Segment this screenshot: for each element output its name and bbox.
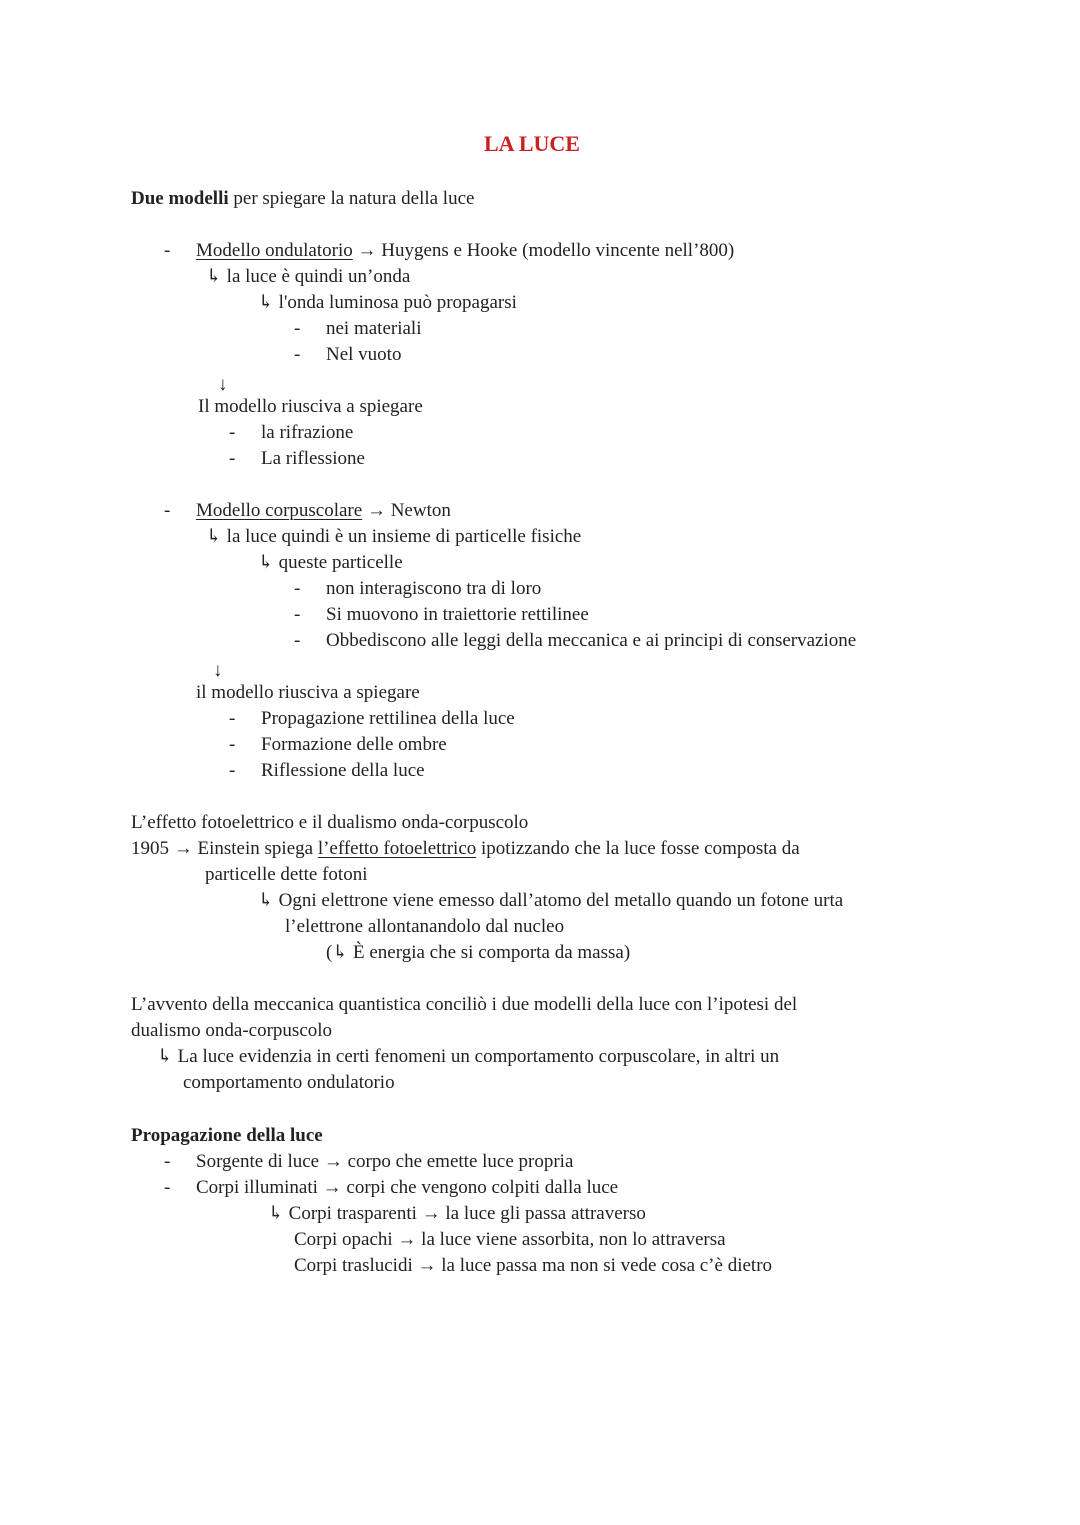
ondulatorio-line-1: ↳ la luce è quindi un’onda [206, 266, 411, 287]
corpuscolare-explains-1: Propagazione rettilinea della luce [261, 708, 515, 729]
intro-bold: Due modelli [131, 188, 229, 209]
ondulatorio-title: Modello ondulatorio [196, 240, 353, 261]
fotoelettrico-line-5: (↳ È energia che si comporta da massa) [326, 942, 631, 963]
ondulatorio-explains-head: Il modello riusciva a spiegare [198, 396, 423, 417]
fotoelettrico-heading: L’effetto fotoelettrico e il dualismo onda-corpuscolo [131, 812, 529, 833]
corpuscolare-sub-2: Si muovono in traiettorie rettilinee [326, 604, 589, 625]
corpuscolare-explains-3: Riflessione della luce [261, 760, 425, 781]
bullet-dash: - [229, 708, 236, 729]
quantistica-line-3: ↳ La luce evidenzia in certi fenomeni un comportamento corpuscolare, in altri un [157, 1046, 780, 1067]
intro-rest: per spiegare la natura della luce [228, 188, 475, 209]
corpuscolare-line-2: ↳ queste particelle [258, 552, 403, 573]
ondulatorio-authors: → Huygens e Hooke (modello vincente nell’800) [352, 240, 735, 261]
bullet-dash: - [229, 422, 236, 443]
corpuscolare-heading [196, 498, 451, 524]
ondulatorio-explains-1: la rifrazione [261, 422, 354, 443]
intro-line [131, 186, 474, 212]
ondulatorio-heading [196, 238, 734, 264]
propagazione-heading: Propagazione della luce [131, 1125, 323, 1146]
page-title: LA LUCE [484, 131, 580, 156]
fotoelettrico-year: 1905 → Einstein spiega [131, 838, 318, 859]
bullet-dash: - [294, 604, 301, 625]
corpuscolare-sub-1: non interagiscono tra di loro [326, 578, 542, 599]
propagazione-type-1: ↳ Corpi trasparenti → la luce gli passa attraverso [268, 1203, 646, 1224]
ondulatorio-line-2: ↳ l'onda luminosa può propagarsi [258, 292, 517, 313]
fotoelettrico-line-3: ↳ Ogni elettrone viene emesso dall’atomo del metallo quando un fotone urta [258, 890, 844, 911]
ondulatorio-sub-1: nei materiali [326, 318, 422, 339]
bullet-dash: - [229, 448, 236, 469]
fotoelettrico-line-4: l’elettrone allontanandolo dal nucleo [285, 916, 565, 937]
fotoelettrico-line-1 [131, 836, 800, 862]
bullet-dash: - [164, 1151, 171, 1172]
bullet-dash: - [294, 318, 301, 339]
propagazione-type-2: Corpi opachi → la luce viene assorbita, non lo attraversa [294, 1229, 726, 1250]
bullet-dash: - [229, 760, 236, 781]
corpuscolare-explains-head: il modello riusciva a spiegare [196, 682, 420, 703]
propagazione-item-1: Sorgente di luce → corpo che emette luce propria [196, 1151, 574, 1172]
bullet-dash: - [164, 1177, 171, 1198]
fotoelettrico-term: l’effetto fotoelettrico [317, 838, 477, 859]
ondulatorio-explains-2: La riflessione [261, 448, 365, 469]
quantistica-line-1: L’avvento della meccanica quantistica conciliò i due modelli della luce con l’ipotesi del [131, 994, 798, 1015]
corpuscolare-explains-2: Formazione delle ombre [261, 734, 447, 755]
corpuscolare-line-1: ↳ la luce quindi è un insieme di particelle fisiche [206, 526, 582, 547]
bullet-dash: - [294, 578, 301, 599]
bullet-dash: - [164, 240, 171, 261]
corpuscolare-authors: → Newton [362, 500, 451, 521]
arrow-down-icon: ↓ [218, 374, 228, 395]
quantistica-line-2: dualismo onda-corpuscolo [131, 1020, 333, 1041]
bullet-dash: - [229, 734, 236, 755]
bullet-dash: - [164, 500, 171, 521]
arrow-down-icon: ↓ [213, 660, 223, 681]
quantistica-line-4: comportamento ondulatorio [183, 1072, 395, 1093]
bullet-dash: - [294, 344, 301, 365]
fotoelettrico-line-2: particelle dette fotoni [205, 864, 368, 885]
fotoelettrico-rest: ipotizzando che la luce fosse composta da [476, 838, 800, 859]
propagazione-item-2: Corpi illuminati → corpi che vengono colpiti dalla luce [196, 1177, 619, 1198]
bullet-dash: - [294, 630, 301, 651]
ondulatorio-sub-2: Nel vuoto [326, 344, 402, 365]
propagazione-type-3: Corpi traslucidi → la luce passa ma non si vede cosa c’è dietro [294, 1255, 773, 1276]
corpuscolare-sub-3: Obbediscono alle leggi della meccanica e ai principi di conservazione [326, 630, 857, 651]
corpuscolare-title: Modello corpuscolare [196, 500, 363, 521]
